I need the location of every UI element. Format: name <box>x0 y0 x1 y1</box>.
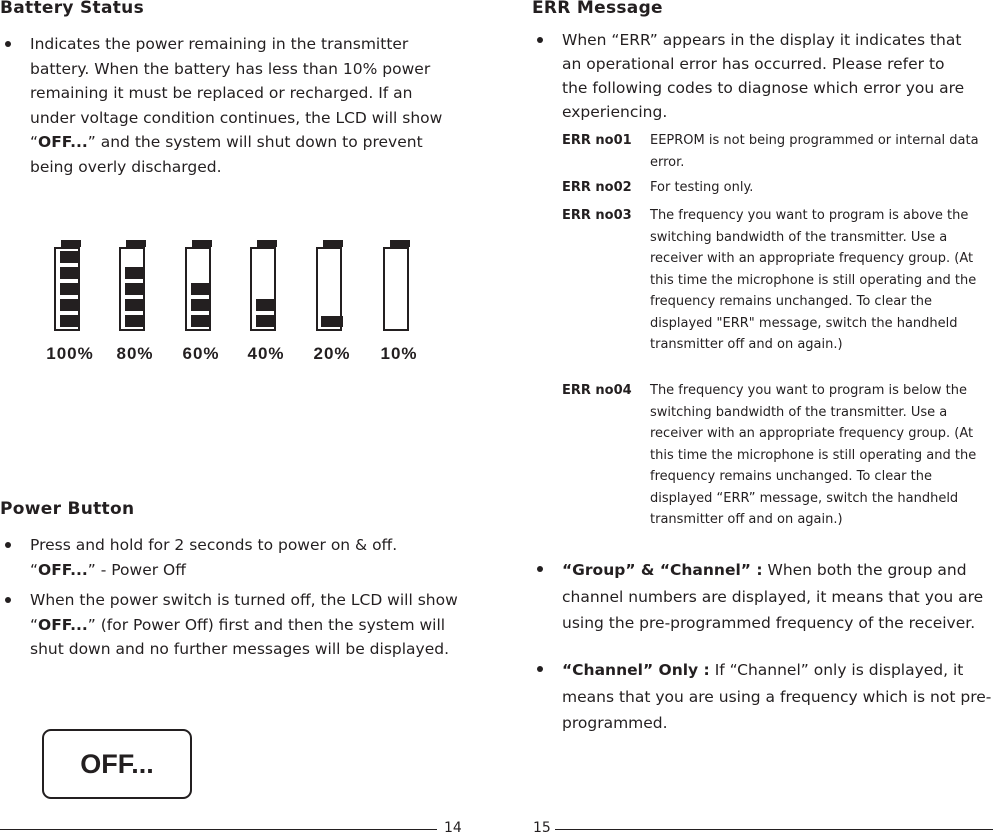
charge-bar <box>191 315 209 327</box>
battery-level-label: 60% <box>182 344 220 363</box>
charge-bar <box>256 299 274 311</box>
charge-bar <box>191 283 209 295</box>
bullet-icon <box>537 37 543 43</box>
group-channel-bullet: “Group” & “Channel” : When both the group and channel numbers are displayed, it means that you are using the pre-programmed frequency of the receiver. <box>562 557 993 637</box>
battery-level-label: 100% <box>46 344 94 363</box>
charge-bar <box>125 283 143 295</box>
charge-bar <box>60 251 78 263</box>
error-description: The frequency you want to program is above the switching bandwidth of the transmitter. Use a receiver with an appropriate frequency group. (At this time the microphone is still operating and the frequency remains unchanged. To clear the displayed "ERR" message, switch the handheld transmitter off and on again.) <box>650 208 977 352</box>
charge-bar <box>125 299 143 311</box>
power-bullet-1: Press and hold for 2 seconds to power on & off. “OFF...” - Power Off <box>30 533 460 582</box>
charge-bar <box>60 299 78 311</box>
page-number-left: 14 <box>444 820 462 836</box>
error-description: EEPROM is not being programmed or internal data error. <box>650 133 979 170</box>
battery-level-label: 40% <box>247 344 285 363</box>
battery-body <box>119 247 145 331</box>
battery-description: Indicates the power remaining in the transmitter battery. When the battery has less than 10% power remaining it must be replaced or recharged. If an under voltage condition continues, the LCD will show “OFF...” and the system will shut down to prevent being overly discharged. <box>30 32 460 179</box>
error-code: ERR no02 <box>562 180 632 195</box>
charge-bar <box>191 299 209 311</box>
battery-body <box>185 247 211 331</box>
battery-level-label: 10% <box>380 344 418 363</box>
bullet-icon <box>537 566 543 572</box>
charge-bar <box>60 283 78 295</box>
battery-body <box>383 247 409 331</box>
channel-only-bullet: “Channel” Only : If “Channel” only is displayed, it means that you are using a frequency which is not pre-programmed. <box>562 657 993 737</box>
battery-body <box>316 247 342 331</box>
bullet-icon <box>5 597 11 603</box>
battery-cap <box>61 240 81 247</box>
battery-level-label: 80% <box>116 344 154 363</box>
power-button-heading: Power Button <box>0 499 135 519</box>
error-code-entry <box>562 380 992 531</box>
error-code: ERR no04 <box>562 383 632 398</box>
charge-bar <box>60 267 78 279</box>
battery-cap <box>257 240 277 247</box>
error-code: ERR no03 <box>562 208 632 223</box>
charge-bar <box>256 315 274 327</box>
err-message-heading: ERR Message <box>532 0 663 18</box>
error-code-entry <box>562 205 992 356</box>
battery-cap <box>126 240 146 247</box>
bullet-icon <box>537 666 543 672</box>
charge-bar <box>321 316 343 327</box>
battery-cap <box>192 240 212 247</box>
charge-bar <box>125 267 143 279</box>
charge-bar <box>60 315 78 327</box>
lcd-off-display: OFF... <box>42 729 192 799</box>
battery-status-heading: Battery Status <box>0 0 144 18</box>
battery-body <box>250 247 276 331</box>
error-code-entry <box>562 177 992 199</box>
error-description: The frequency you want to program is below the switching bandwidth of the transmitter. Use a receiver with an appropriate frequency group. (At this time the microphone is still operating and the frequency remains unchanged. To clear the displayed “ERR” message, switch the handheld transmitter off and on again.) <box>650 383 977 527</box>
error-code: ERR no01 <box>562 133 632 148</box>
battery-body <box>54 247 80 331</box>
battery-cap <box>390 240 410 247</box>
page-number-right: 15 <box>533 820 551 836</box>
footer-rule-right <box>555 829 993 830</box>
battery-cap <box>323 240 343 247</box>
power-bullet-2: When the power switch is turned off, the LCD will show “OFF...” (for Power Off) first and then the system will shut down and no further messages will be displayed. <box>30 588 460 662</box>
charge-bar <box>125 315 143 327</box>
error-code-entry <box>562 130 992 173</box>
battery-level-label: 20% <box>313 344 351 363</box>
bullet-icon <box>5 41 11 47</box>
error-description: For testing only. <box>650 180 754 195</box>
footer-rule-left <box>0 829 437 830</box>
bullet-icon <box>5 542 11 548</box>
err-intro: When “ERR” appears in the display it indicates that an operational error has occurred. Please refer to the following codes to diagnose which error you are experiencing. <box>562 28 967 124</box>
